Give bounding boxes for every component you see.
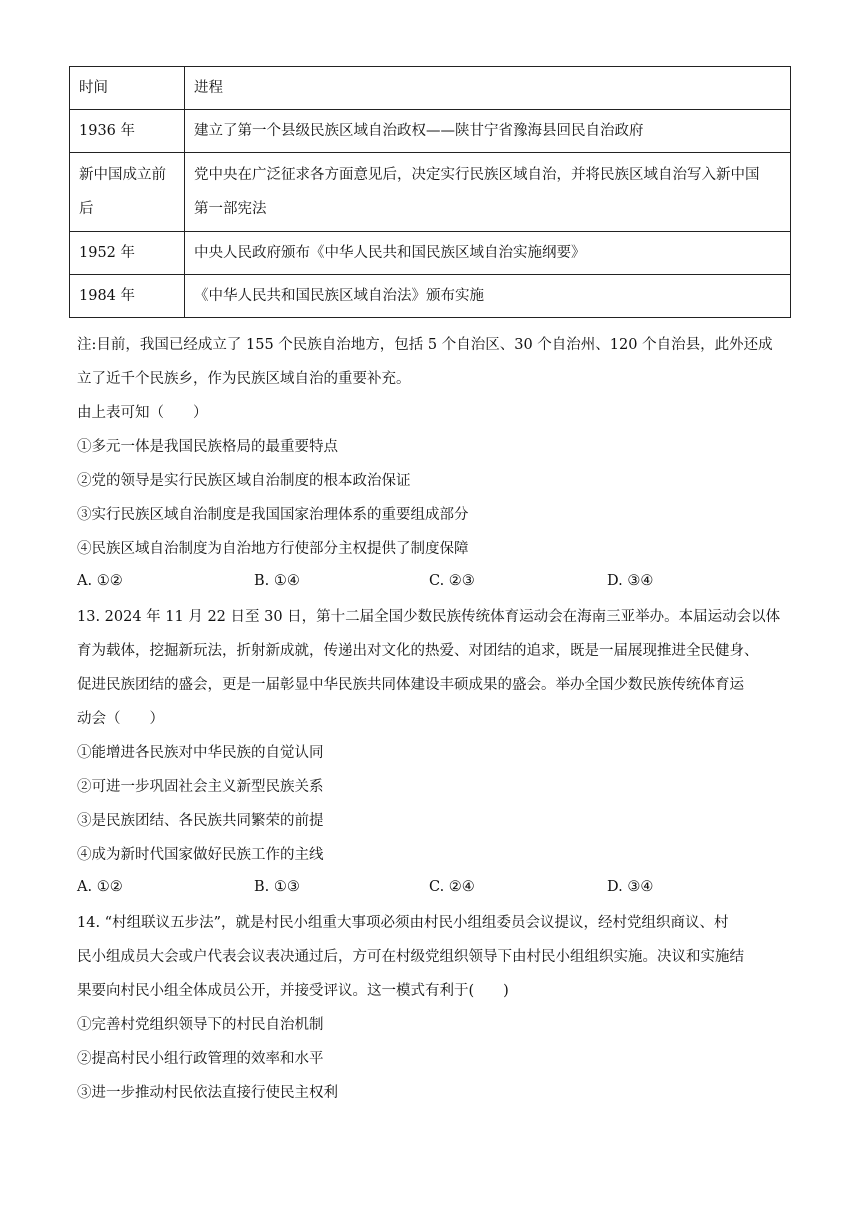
cell-line: 后 <box>79 201 94 217</box>
statement-item: ①多元一体是我国民族格局的最重要特点 <box>77 439 338 455</box>
question-text: 民小组成员大会或户代表会议表决通过后，方可在村级党组织领导下由村民小组组织实施。决议和实施结 <box>77 949 744 965</box>
note-line: 立了近千个民族乡，作为民族区域自治的重要补充。 <box>77 371 411 387</box>
table-cell-event <box>185 153 791 232</box>
table-row <box>70 153 791 232</box>
history-table <box>69 66 791 318</box>
table-header-row <box>70 67 791 110</box>
question-text: 果要向村民小组全体成员公开，并接受评议。这一模式有利于( ) <box>77 983 509 999</box>
statement-item: ③是民族团结、各民族共同繁荣的前提 <box>77 813 324 829</box>
statement-item: ①完善村党组织领导下的村民自治机制 <box>77 1017 324 1033</box>
table-cell-time: 1952 年 <box>70 232 185 275</box>
question-text: 14. “村组联议五步法”，就是村民小组重大事项必须由村民小组组委员会议提议，经村党组织商议、村 <box>77 915 729 931</box>
statement-item: ④民族区域自治制度为自治地方行使部分主权提供了制度保障 <box>77 541 469 557</box>
statement-item: ①能增进各民族对中华民族的自觉认同 <box>77 745 324 761</box>
table-header-cell: 时间 <box>70 67 185 110</box>
question-text: 促进民族团结的盛会，更是一届彰显中华民族共同体建设丰硕成果的盛会。举办全国少数民族传统体育运 <box>77 677 744 693</box>
table-row <box>70 275 791 318</box>
option-b[interactable]: B. ①③ <box>254 879 300 895</box>
table-cell-event: 中央人民政府颁布《中华人民共和国民族区域自治实施纲要》 <box>185 232 791 275</box>
table-cell-time: 1984 年 <box>70 275 185 318</box>
option-a[interactable]: A. ①② <box>77 879 123 895</box>
question-text: 动会（ ） <box>77 711 164 727</box>
statement-item: ②党的领导是实行民族区域自治制度的根本政治保证 <box>77 473 411 489</box>
note-line: 注:目前，我国已经成立了 155 个民族自治地方，包括 5 个自治区、30 个自治州、120 个自治县，此外还成 <box>77 337 773 353</box>
statement-item: ②可进一步巩固社会主义新型民族关系 <box>77 779 324 795</box>
table-cell-time <box>70 153 185 232</box>
answer-options <box>77 879 797 899</box>
statement-item: ④成为新时代国家做好民族工作的主线 <box>77 847 324 863</box>
table-cell-event: 《中华人民共和国民族区域自治法》颁布实施 <box>185 275 791 318</box>
option-a[interactable]: A. ①② <box>77 573 123 589</box>
option-c[interactable]: C. ②③ <box>429 573 475 589</box>
statement-item: ③进一步推动村民依法直接行使民主权利 <box>77 1085 338 1101</box>
answer-options <box>77 573 797 593</box>
option-b[interactable]: B. ①④ <box>254 573 300 589</box>
table-cell-time: 1936 年 <box>70 110 185 153</box>
option-d[interactable]: D. ③④ <box>607 573 654 589</box>
question-stem: 由上表可知（ ） <box>77 405 208 421</box>
table-cell-event: 建立了第一个县级民族区域自治政权——陕甘宁省豫海县回民自治政府 <box>185 110 791 153</box>
cell-line: 党中央在广泛征求各方面意见后，决定实行民族区域自治，并将民族区域自治写入新中国 <box>194 167 760 183</box>
table-header-cell: 进程 <box>185 67 791 110</box>
question-text: 育为载体，挖掘新玩法，折射新成就，传递出对文化的热爱、对团结的追求，既是一届展现推进全民健身、 <box>77 643 759 659</box>
statement-item: ③实行民族区域自治制度是我国国家治理体系的重要组成部分 <box>77 507 469 523</box>
table-row <box>70 232 791 275</box>
cell-line: 第一部宪法 <box>194 201 267 217</box>
question-text: 13. 2024 年 11 月 22 日至 30 日，第十二届全国少数民族传统体育运动会在海南三亚举办。本届运动会以体 <box>77 609 781 625</box>
statement-item: ②提高村民小组行政管理的效率和水平 <box>77 1051 324 1067</box>
option-d[interactable]: D. ③④ <box>607 879 654 895</box>
option-c[interactable]: C. ②④ <box>429 879 475 895</box>
table-row <box>70 110 791 153</box>
cell-line: 新中国成立前 <box>79 167 166 183</box>
